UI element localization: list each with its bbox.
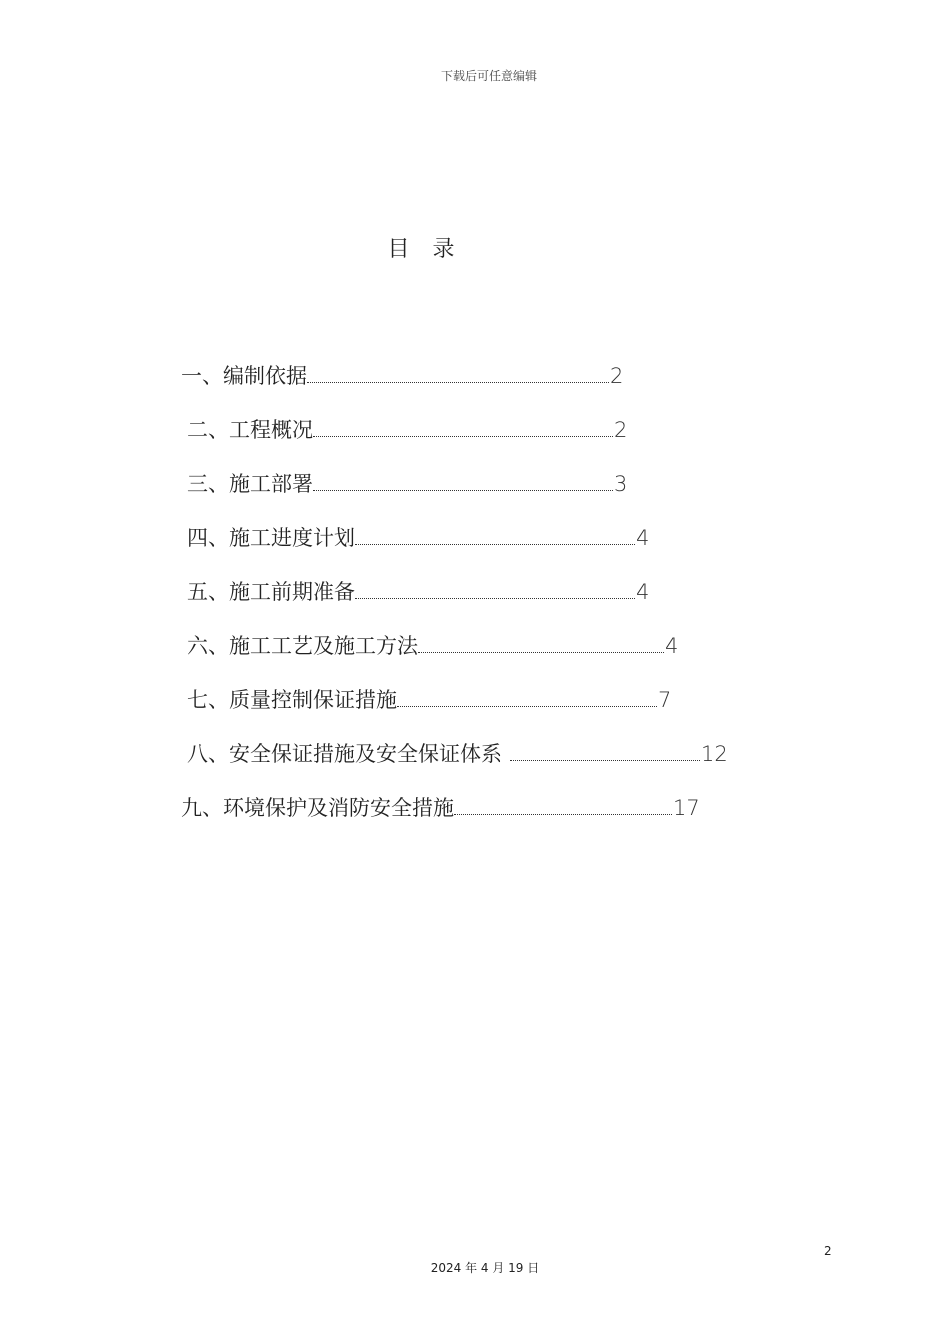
toc-dot-leader: [313, 436, 613, 437]
toc-entry-page: 2: [614, 418, 628, 442]
toc-entry[interactable]: [187, 470, 627, 498]
toc-entry-page: 17: [673, 796, 700, 820]
toc-entry-label: 安全保证措施及安全保证体系: [229, 742, 502, 766]
toc-dot-leader: [313, 490, 613, 491]
toc-entry-page: 4: [636, 526, 650, 550]
toc-entry-number: 三、: [187, 472, 229, 496]
toc-dot-leader: [418, 652, 664, 653]
toc-entry-page: 2: [610, 364, 624, 388]
toc-entry-number: 九、: [181, 796, 223, 820]
toc-entry-label: 施工工艺及施工方法: [229, 634, 418, 658]
toc-entry-label: 工程概况: [229, 418, 313, 442]
toc-entry[interactable]: [187, 524, 649, 552]
page-number: 2: [824, 1244, 832, 1258]
toc-entry[interactable]: [187, 632, 678, 660]
toc-entry-page: 7: [658, 688, 672, 712]
toc-entry-number: 四、: [187, 526, 229, 550]
toc-entry-label: 施工部署: [229, 472, 313, 496]
toc-entry-page: 4: [636, 580, 650, 604]
toc-entry-number: 八、: [187, 742, 229, 766]
toc-dot-leader: [307, 382, 609, 383]
header-note: 下载后可任意编辑: [440, 69, 537, 83]
toc-title: 目 录: [387, 237, 463, 262]
footer-date: 2024 年 4 月 19 日: [430, 1261, 540, 1275]
toc-entry-label: 质量控制保证措施: [229, 688, 397, 712]
toc-entry[interactable]: [187, 740, 728, 768]
toc-entry-number: 七、: [187, 688, 229, 712]
toc-entry-number: 六、: [187, 634, 229, 658]
toc-dot-leader: [510, 760, 700, 761]
toc-entry-label: 施工进度计划: [229, 526, 355, 550]
toc-entry-label: 环境保护及消防安全措施: [223, 796, 454, 820]
toc-entry-page: 4: [665, 634, 679, 658]
toc-entry[interactable]: [187, 686, 671, 714]
toc-dot-leader: [355, 544, 635, 545]
toc-entry-number: 一、: [181, 364, 223, 388]
toc-entry-label: 编制依据: [223, 364, 307, 388]
toc-dot-leader: [397, 706, 657, 707]
toc-entry-page: 3: [614, 472, 628, 496]
toc-entry-number: 二、: [187, 418, 229, 442]
toc-entry[interactable]: [181, 794, 700, 822]
toc-entry-label: 施工前期准备: [229, 580, 355, 604]
toc-dot-leader: [454, 814, 672, 815]
toc-entry-page: 12: [701, 742, 728, 766]
toc-dot-leader: [355, 598, 635, 599]
toc-entry[interactable]: [187, 416, 627, 444]
toc-entry[interactable]: [181, 362, 623, 390]
toc-entry[interactable]: [187, 578, 649, 606]
toc-entry-number: 五、: [187, 580, 229, 604]
